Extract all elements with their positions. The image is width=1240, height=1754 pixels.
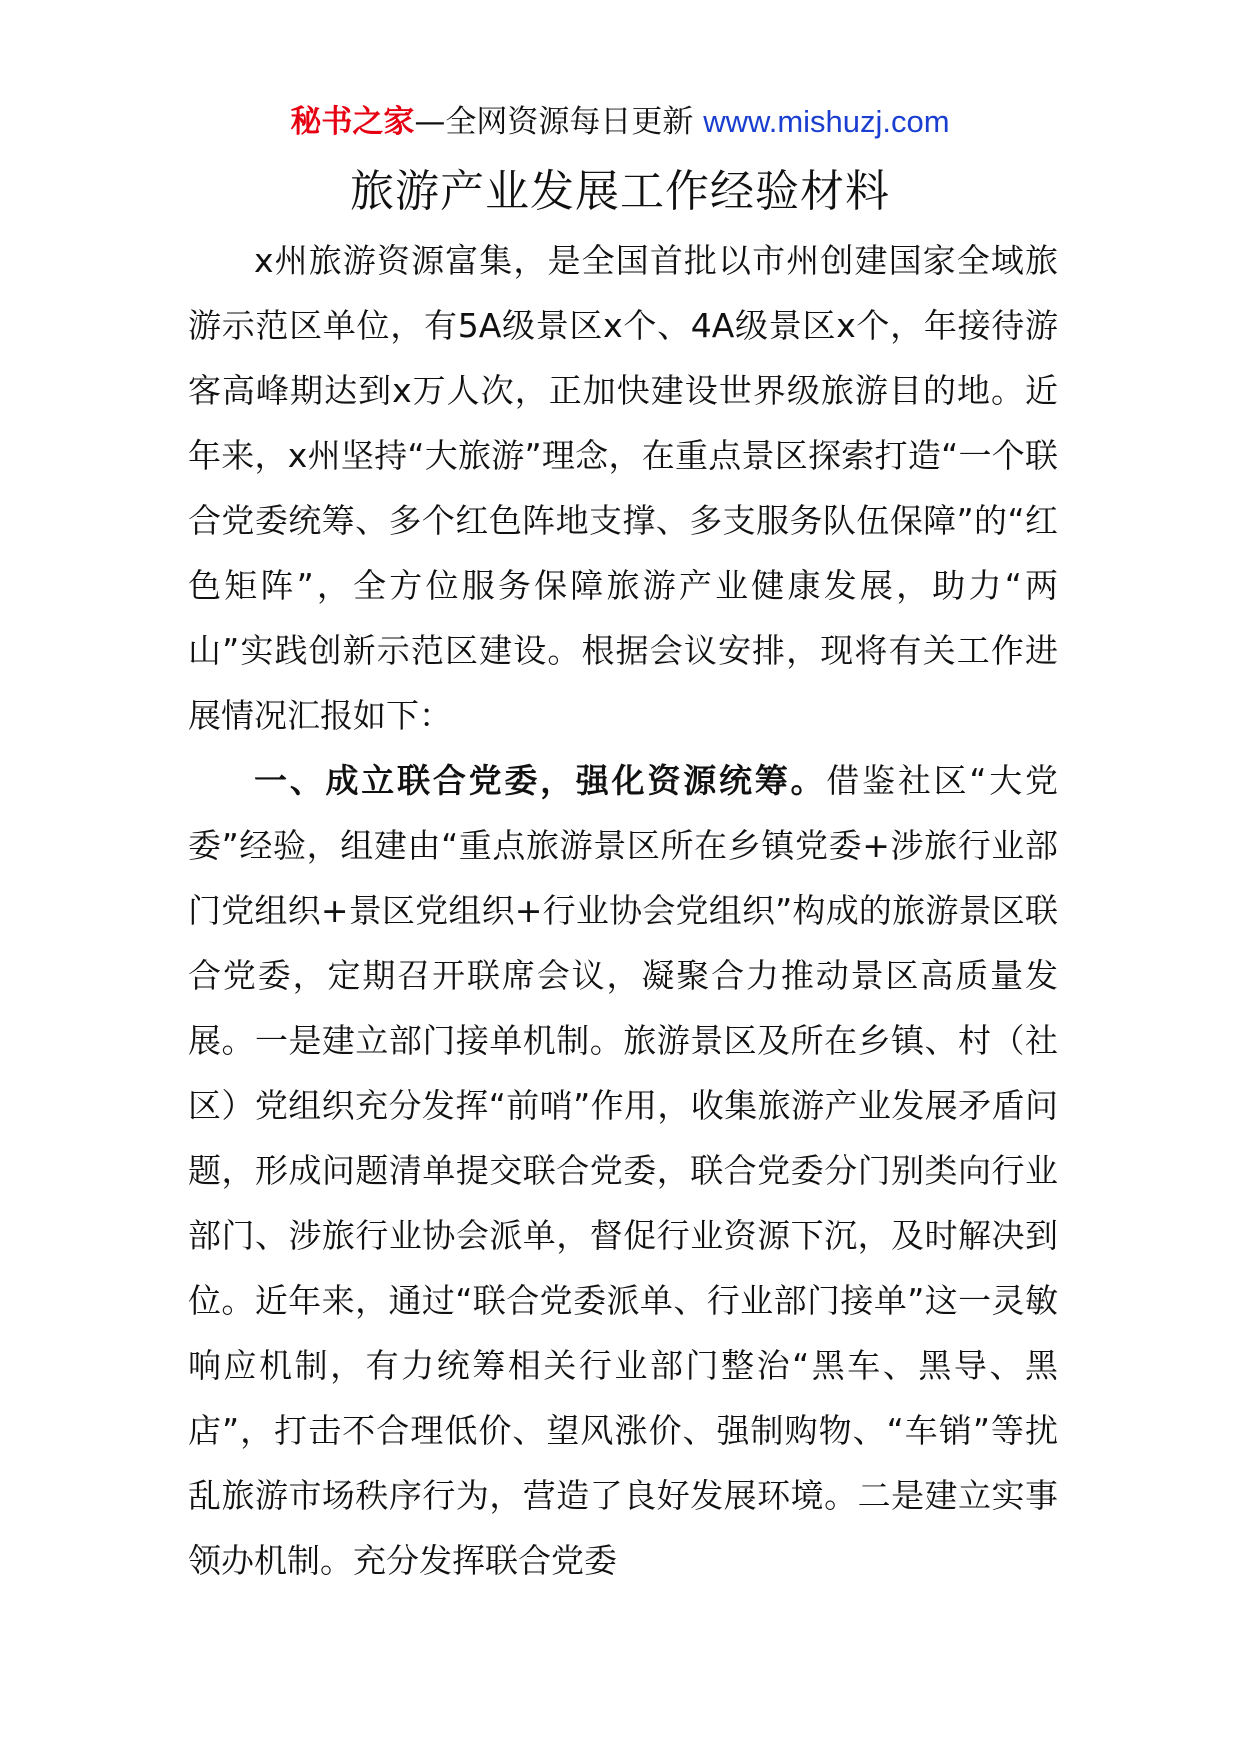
- header-tagline: —全网资源每日更新: [414, 104, 694, 140]
- section-1-paragraph: [188, 748, 1058, 1593]
- document-body: [188, 228, 1058, 1593]
- brand-name: 秘书之家: [290, 104, 415, 140]
- section-1-heading: 一、成立联合党委，强化资源统筹。: [254, 761, 827, 800]
- document-title: 旅游产业发展工作经验材料: [350, 166, 890, 217]
- intro-paragraph: x州旅游资源富集，是全国首批以市州创建国家全域旅游示范区单位，有5A级景区x个、4A级景区x个，年接待游客高峰期达到x万人次，正加快建设世界级旅游目的地。近年来，x州坚持“大旅游”理念，在重点景区探索打造“一个联合党委统筹、多个红色阵地支撑、多支服务队伍保障”的“红色矩阵”，全方位服务保障旅游产业健康发展，助力“两山”实践创新示范区建设。根据会议安排，现将有关工作进展情况汇报如下：: [188, 241, 1058, 735]
- section-1-text: 借鉴社区“大党委”经验，组建由“重点旅游景区所在乡镇党委+涉旅行业部门党组织+景区党组织+行业协会党组织”构成的旅游景区联合党委，定期召开联席会议，凝聚合力推动景区高质量发展。一是建立部门接单机制。旅游景区及所在乡镇、村（社区）党组织充分发挥“前哨”作用，收集旅游产业发展矛盾问题，形成问题清单提交联合党委，联合党委分门别类向行业部门、涉旅行业协会派单，督促行业资源下沉，及时解决到位。近年来，通过“联合党委派单、行业部门接单”这一灵敏响应机制，有力统筹相关行业部门整治“黑车、黑导、黑店”，打击不合理低价、望风涨价、强制购物、“车销”等扰乱旅游市场秩序行为，营造了良好发展环境。二是建立实事领办机制。充分发挥联合党委: [188, 761, 1058, 1580]
- site-url-link[interactable]: www.mishuzj.com: [703, 104, 950, 139]
- header-banner: [0, 100, 1240, 144]
